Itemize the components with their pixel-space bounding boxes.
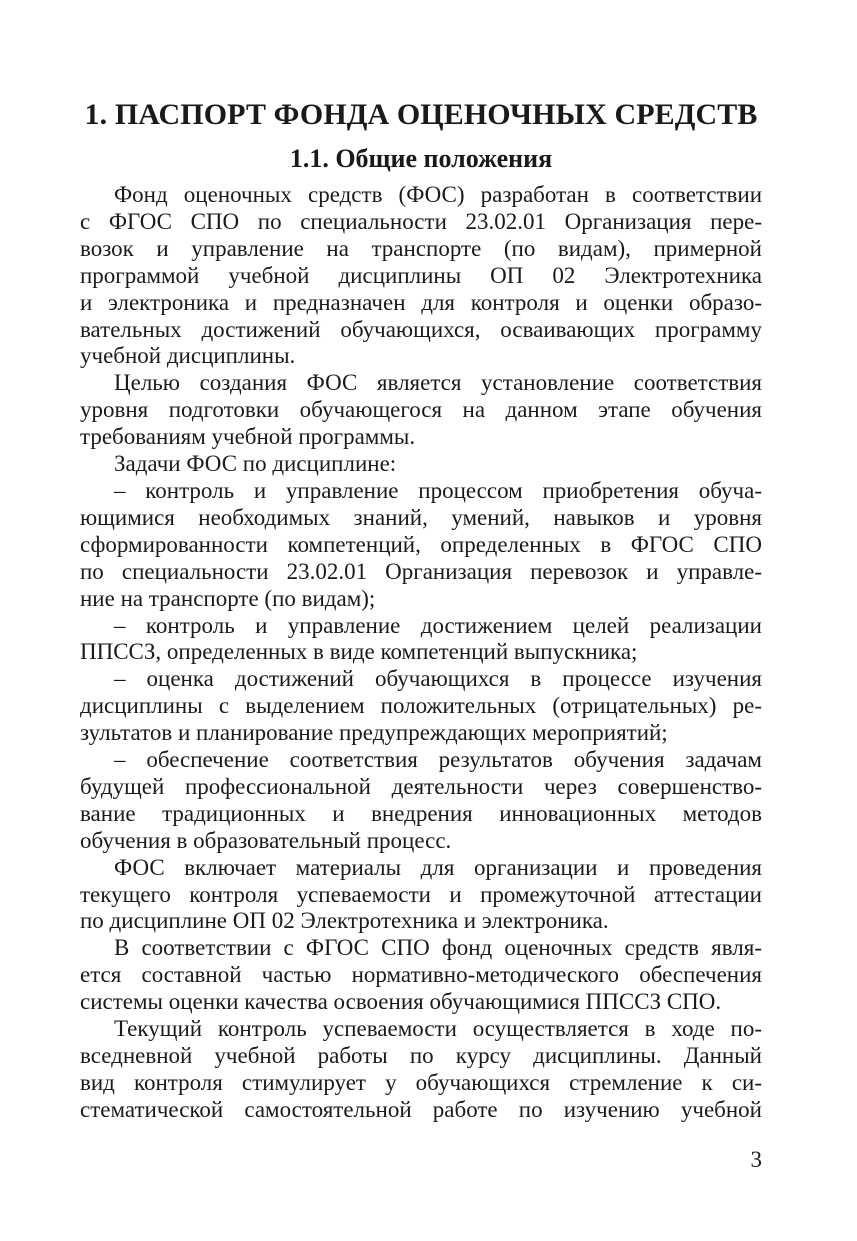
text-line: ющимися необходимых знаний, умений, навыков и уровня <box>80 504 762 530</box>
text-line: по дисциплине ОП 02 Электротехника и электроника. <box>80 908 609 934</box>
text-line: – контроль и управление достижением целей реализации <box>114 612 762 638</box>
paragraph-current-control <box>80 1016 762 1124</box>
text-line: ние на транспорте (по видам); <box>80 585 376 611</box>
section-title: 1. ПАСПОРТ ФОНДА ОЦЕНОЧНЫХ СРЕДСТВ <box>84 98 758 131</box>
text-line: уровня подготовки обучающегося на данном этапе обучения <box>80 397 762 423</box>
text-line: обучения в образовательный процесс. <box>80 827 452 853</box>
text-line: Задачи ФОС по дисциплине: <box>114 451 397 477</box>
text-line: будущей профессиональной деятельности через совершенство- <box>80 773 762 799</box>
text-line: с ФГОС СПО по специальности 23.02.01 Организация пере- <box>80 208 762 234</box>
paragraph-fos-developed <box>80 182 762 370</box>
text-line: текущего контроля успеваемости и промежуточной аттестации <box>80 881 762 907</box>
paragraph-fos-includes <box>80 855 762 936</box>
text-line: – оценка достижений обучающихся в процессе изучения <box>114 666 762 692</box>
list-item-task-2 <box>80 613 762 667</box>
text-line: – контроль и управление процессом приобретения обуча- <box>114 477 762 503</box>
subsection-title: 1.1. Общие положения <box>289 144 553 173</box>
text-line: Фонд оценочных средств (ФОС) разработан в соответствии <box>114 182 762 207</box>
text-line: дисциплины с выделением положительных (отрицательных) ре- <box>80 693 762 719</box>
text-line: вательных достижений обучающихся, осваивающих программу <box>80 316 762 342</box>
text-line: и электроника и предназначен для контроля и оценки образо- <box>80 289 762 315</box>
text-line: вид контроля стимулирует у обучающихся стремление к си- <box>80 1069 762 1095</box>
paragraph-fos-tasks-heading <box>80 451 762 478</box>
list-item-task-3 <box>80 666 762 747</box>
text-line: стематической самостоятельной работе по изучению учебной <box>80 1096 762 1122</box>
list-item-task-1 <box>80 478 762 613</box>
text-line: ППССЗ, определенных в виде компетенций выпускника; <box>80 639 638 665</box>
text-line: В соответствии с ФГОС СПО фонд оценочных средств явля- <box>114 935 762 961</box>
text-line: ется составной частью нормативно-методического обеспечения <box>80 962 762 988</box>
text-line: Текущий контроль успеваемости осуществляется в ходе по- <box>114 1016 762 1042</box>
document-page <box>80 92 762 1124</box>
text-line: системы оценки качества освоения обучающимися ППССЗ СПО. <box>80 989 722 1015</box>
text-line: ФОС включает материалы для организации и проведения <box>114 854 762 880</box>
paragraph-fos-component <box>80 935 762 1016</box>
text-line: сформированности компетенций, определенных в ФГОС СПО <box>80 531 762 557</box>
page-number: 3 <box>750 1147 762 1172</box>
text-line: по специальности 23.02.01 Организация перевозок и управле- <box>80 558 762 584</box>
text-line: Целью создания ФОС является установление соответствия <box>114 370 762 396</box>
text-line: программой учебной дисциплины ОП 02 Электротехника <box>80 262 762 288</box>
text-line: – обеспечение соответствия результатов обучения задачам <box>114 747 762 773</box>
list-item-task-4 <box>80 747 762 855</box>
text-line: учебной дисциплины. <box>80 343 296 369</box>
text-line: требованиям учебной программы. <box>80 424 416 450</box>
paragraph-fos-goal <box>80 370 762 451</box>
text-line: вседневной учебной работы по курсу дисциплины. Данный <box>80 1043 762 1068</box>
text-line: вание традиционных и внедрения инновационных методов <box>80 800 762 826</box>
text-line: возок и управление на транспорте (по видам), примерной <box>80 235 762 261</box>
text-line: зультатов и планирование предупреждающих мероприятий; <box>80 720 668 746</box>
